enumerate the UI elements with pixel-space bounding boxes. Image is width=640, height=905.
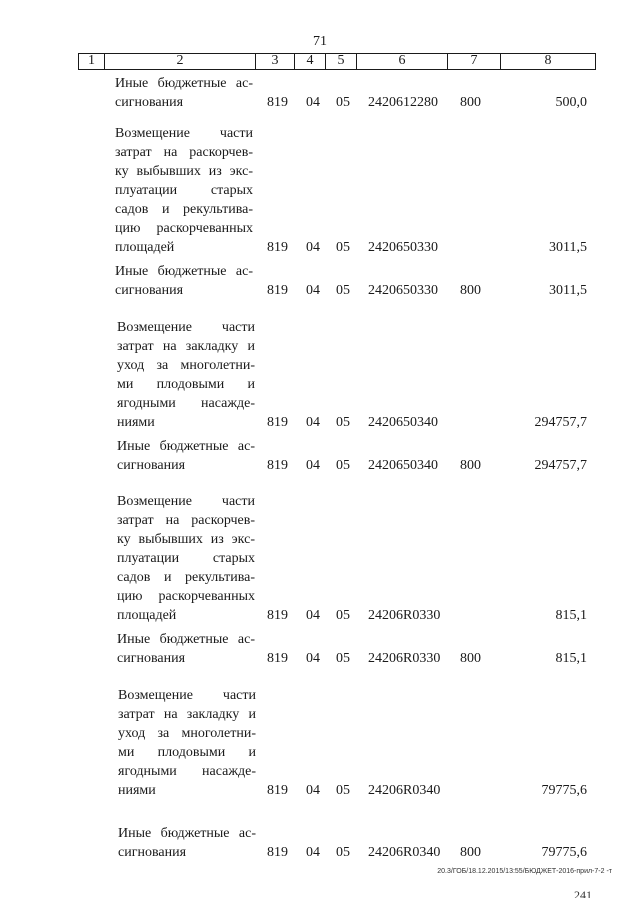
row-name-line: ми плодовыми и xyxy=(117,377,255,392)
row-cell-c6: 2420650330 xyxy=(368,283,438,298)
row-cell-c3: 819 xyxy=(267,651,288,666)
row-cell-c6: 2420650330 xyxy=(368,240,438,255)
row-cell-c4: 04 xyxy=(306,240,320,255)
row-name-line: сигнования xyxy=(115,95,184,110)
row-name-line: сигнования xyxy=(118,845,187,860)
table-row xyxy=(0,630,640,668)
row-cell-c6: 24206R0340 xyxy=(368,783,441,798)
row-cell-c4: 04 xyxy=(306,608,320,623)
row-name-line: плуатации старых xyxy=(115,183,253,198)
row-cell-c5: 05 xyxy=(336,458,350,473)
table-row xyxy=(0,318,640,432)
row-cell-c5: 05 xyxy=(336,651,350,666)
footer-page-total: 241 xyxy=(574,888,592,898)
row-cell-c5: 05 xyxy=(336,608,350,623)
row-cell-c8: 79775,6 xyxy=(541,845,587,860)
row-name xyxy=(115,124,253,257)
col-header-8: 8 xyxy=(501,54,596,70)
row-name-line: садов и рекультива- xyxy=(115,202,253,217)
row-name-line: ниями xyxy=(118,783,156,798)
row-name-line: цию раскорчеванных xyxy=(115,221,253,236)
row-name-line: Иные бюджетные ас- xyxy=(115,264,253,279)
table-row xyxy=(0,824,640,862)
row-cell-c7: 800 xyxy=(460,283,481,298)
table-row xyxy=(0,437,640,475)
row-cell-c5: 05 xyxy=(336,95,350,110)
row-cell-c5: 05 xyxy=(336,845,350,860)
row-name-line: Возмещение части xyxy=(115,126,253,141)
row-name-line: уход за многолетни- xyxy=(117,358,255,373)
row-cell-c7: 800 xyxy=(460,845,481,860)
row-cell-c8: 294757,7 xyxy=(534,415,587,430)
row-cell-c8: 815,1 xyxy=(555,608,587,623)
row-cell-c4: 04 xyxy=(306,845,320,860)
table-row xyxy=(0,262,640,300)
row-name-line: ягодными насажде- xyxy=(118,764,256,779)
row-name xyxy=(117,318,255,432)
col-header-3: 3 xyxy=(256,54,295,70)
row-name-line: плуатации старых xyxy=(117,551,255,566)
row-name xyxy=(117,492,255,625)
row-cell-c7: 800 xyxy=(460,651,481,666)
row-name xyxy=(115,262,253,300)
row-name-line: Иные бюджетные ас- xyxy=(115,76,253,91)
row-name-line: ку выбывших из экс- xyxy=(115,164,253,179)
row-name-line: сигнования xyxy=(115,283,184,298)
row-name-line: затрат на раскорчев- xyxy=(117,513,255,528)
page-number: 71 xyxy=(313,34,327,49)
row-name xyxy=(118,824,256,862)
row-cell-c4: 04 xyxy=(306,283,320,298)
row-name xyxy=(117,437,255,475)
row-cell-c8: 294757,7 xyxy=(534,458,587,473)
row-name-line: Иные бюджетные ас- xyxy=(117,632,255,647)
row-name-line: Возмещение части xyxy=(117,494,255,509)
row-name-line: сигнования xyxy=(117,651,186,666)
row-name xyxy=(117,630,255,668)
row-name-line: затрат на закладку и xyxy=(118,707,256,722)
table-row xyxy=(0,492,640,625)
col-header-1: 1 xyxy=(79,54,105,70)
row-name-line: ягодными насажде- xyxy=(117,396,255,411)
row-cell-c4: 04 xyxy=(306,458,320,473)
row-cell-c6: 24206R0340 xyxy=(368,845,441,860)
row-cell-c4: 04 xyxy=(306,415,320,430)
table-row xyxy=(0,686,640,800)
row-cell-c4: 04 xyxy=(306,783,320,798)
row-name xyxy=(115,74,253,112)
row-name-line: Возмещение части xyxy=(117,320,255,335)
row-cell-c8: 3011,5 xyxy=(549,283,587,298)
footer-stamp: 20.3/ГОБ/18.12.2015/13:55/БЮДЖЕТ-2016-прил-7-2 -т xyxy=(437,868,612,875)
row-cell-c8: 500,0 xyxy=(555,95,587,110)
col-header-5: 5 xyxy=(326,54,357,70)
row-name-line: ниями xyxy=(117,415,155,430)
row-cell-c3: 819 xyxy=(267,608,288,623)
row-cell-c4: 04 xyxy=(306,95,320,110)
col-header-2: 2 xyxy=(105,54,256,70)
row-name-line: затрат на раскорчев- xyxy=(115,145,253,160)
column-header-table xyxy=(78,53,596,70)
row-cell-c3: 819 xyxy=(267,458,288,473)
row-cell-c3: 819 xyxy=(267,95,288,110)
table-row xyxy=(0,74,640,112)
row-name-line: площадей xyxy=(115,240,175,255)
col-header-6: 6 xyxy=(357,54,448,70)
row-name-line: площадей xyxy=(117,608,177,623)
row-name xyxy=(118,686,256,800)
row-cell-c6: 2420650340 xyxy=(368,415,438,430)
row-cell-c5: 05 xyxy=(336,283,350,298)
row-cell-c7: 800 xyxy=(460,95,481,110)
row-cell-c8: 79775,6 xyxy=(541,783,587,798)
row-cell-c8: 3011,5 xyxy=(549,240,587,255)
row-cell-c6: 24206R0330 xyxy=(368,608,441,623)
row-cell-c6: 2420612280 xyxy=(368,95,438,110)
row-cell-c4: 04 xyxy=(306,651,320,666)
row-name-line: сигнования xyxy=(117,458,186,473)
row-name-line: Иные бюджетные ас- xyxy=(118,826,256,841)
row-cell-c3: 819 xyxy=(267,845,288,860)
row-name-line: уход за многолетни- xyxy=(118,726,256,741)
row-cell-c5: 05 xyxy=(336,783,350,798)
row-name-line: ми плодовыми и xyxy=(118,745,256,760)
table-row xyxy=(0,124,640,257)
row-cell-c6: 24206R0330 xyxy=(368,651,441,666)
row-name-line: Возмещение части xyxy=(118,688,256,703)
row-cell-c5: 05 xyxy=(336,240,350,255)
row-cell-c8: 815,1 xyxy=(555,651,587,666)
row-cell-c5: 05 xyxy=(336,415,350,430)
row-name-line: Иные бюджетные ас- xyxy=(117,439,255,454)
col-header-7: 7 xyxy=(448,54,501,70)
row-cell-c3: 819 xyxy=(267,415,288,430)
col-header-4: 4 xyxy=(295,54,326,70)
row-cell-c3: 819 xyxy=(267,240,288,255)
row-name-line: ку выбывших из экс- xyxy=(117,532,255,547)
row-cell-c3: 819 xyxy=(267,783,288,798)
row-cell-c6: 2420650340 xyxy=(368,458,438,473)
row-name-line: затрат на закладку и xyxy=(117,339,255,354)
row-name-line: садов и рекультива- xyxy=(117,570,255,585)
row-cell-c7: 800 xyxy=(460,458,481,473)
row-cell-c3: 819 xyxy=(267,283,288,298)
row-name-line: цию раскорчеванных xyxy=(117,589,255,604)
